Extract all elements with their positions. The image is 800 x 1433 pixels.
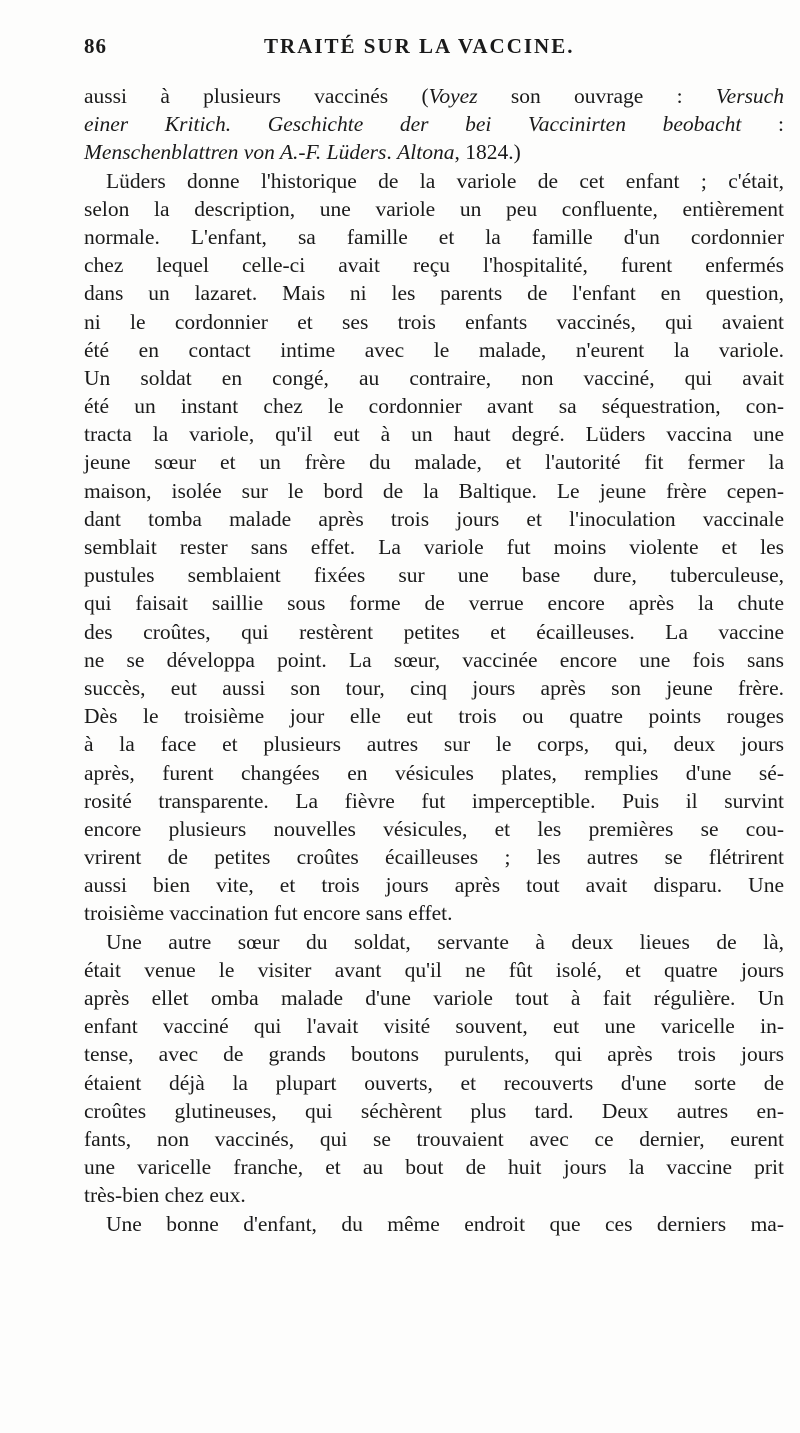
text-line: succès, eut aussi son tour, cinq jours après son jeune frère. (84, 675, 784, 700)
text-line: Lüders donne l'historique de la variole de cet enfant ; c'était, (106, 168, 784, 193)
text-line: aussi à plusieurs vaccinés (Voyez son ouvrage : Versuch (84, 84, 784, 108)
text-line: croûtes glutineuses, qui séchèrent plus tard. Deux autres en- (84, 1098, 784, 1123)
text-line: enfant vacciné qui l'avait visité souvent, eut une varicelle in- (84, 1014, 784, 1039)
text-line: Un soldat en congé, au contraire, non vacciné, qui avait (84, 365, 784, 390)
text-line: très-bien chez eux. (84, 1183, 246, 1208)
text-line: semblait rester sans effet. La variole fut moins violente et les (84, 535, 784, 559)
text-line: chez lequel celle-ci avait reçu l'hospitalité, furent enfermés (84, 253, 784, 278)
text-line: rosité transparente. La fièvre fut imperceptible. Puis il survint (84, 788, 784, 813)
text-line: maison, isolée sur le bord de la Baltique. Le jeune frère cepen- (84, 478, 784, 503)
text-line: vrirent de petites croûtes écailleuses ; les autres se flétrirent (84, 845, 784, 870)
text-line: pustules semblaient fixées sur une base dure, tuberculeuse, (84, 563, 784, 588)
text-line: dant tomba malade après trois jours et l'inoculation vaccinale (84, 506, 784, 531)
text-line: ni le cordonnier et ses trois enfants vaccinés, qui avaient (84, 309, 784, 334)
text-line: einer Kritich. Geschichte der bei Vaccinirten beobacht : (84, 112, 784, 137)
text-line: étaient déjà la plupart ouverts, et recouverts d'une sorte de (84, 1070, 784, 1095)
text-line: une varicelle franche, et au bout de huit jours la vaccine prit (84, 1155, 784, 1180)
text-line: troisième vaccination fut encore sans effet. (84, 901, 453, 926)
text-line: Menschenblattren von A.-F. Lüders. Altona, 1824.) (84, 140, 521, 165)
text-line: tense, avec de grands boutons purulents, qui après trois jours (84, 1042, 784, 1067)
text-line: dans un lazaret. Mais ni les parents de l'enfant en question, (84, 281, 784, 306)
running-title: TRAITÉ SUR LA VACCINE. (264, 34, 575, 58)
text-line: après, furent changées en vésicules plates, remplies d'une sé- (84, 760, 784, 785)
text-line: ne se développa point. La sœur, vaccinée encore une fois sans (84, 647, 784, 672)
page-number: 86 (84, 34, 107, 58)
text-line: été en contact intime avec le malade, n'eurent la variole. (84, 337, 784, 362)
body-text (84, 82, 784, 1238)
text-line: Dès le troisième jour elle eut trois ou quatre points rouges (84, 704, 784, 729)
text-line: qui faisait saillie sous forme de verrue encore après la chute (84, 591, 784, 616)
text-line: aussi bien vite, et trois jours après tout avait disparu. Une (84, 873, 784, 898)
text-line: tracta la variole, qu'il eut à un haut degré. Lüders vaccina une (84, 422, 784, 447)
text-line: fants, non vaccinés, qui se trouvaient avec ce dernier, eurent (84, 1126, 784, 1151)
running-head (84, 34, 784, 64)
text-line: Une bonne d'enfant, du même endroit que ces derniers ma- (106, 1211, 784, 1236)
text-line: était venue le visiter avant qu'il ne fût isolé, et quatre jours (84, 957, 784, 982)
text-line: normale. L'enfant, sa famille et la famille d'un cordonnier (84, 224, 784, 249)
text-line: à la face et plusieurs autres sur le corps, qui, deux jours (84, 732, 784, 757)
text-line: encore plusieurs nouvelles vésicules, et les premières se cou- (84, 816, 784, 841)
text-line: des croûtes, qui restèrent petites et écailleuses. La vaccine (84, 619, 784, 644)
text-line: jeune sœur et un frère du malade, et l'autorité fit fermer la (84, 450, 784, 475)
text-line: Une autre sœur du soldat, servante à deux lieues de là, (106, 929, 784, 954)
text-line: selon la description, une variole un peu confluente, entièrement (84, 196, 784, 221)
text-line: après ellet omba malade d'une variole tout à fait régulière. Un (84, 986, 784, 1010)
text-line: été un instant chez le cordonnier avant sa séquestration, con- (84, 394, 784, 419)
